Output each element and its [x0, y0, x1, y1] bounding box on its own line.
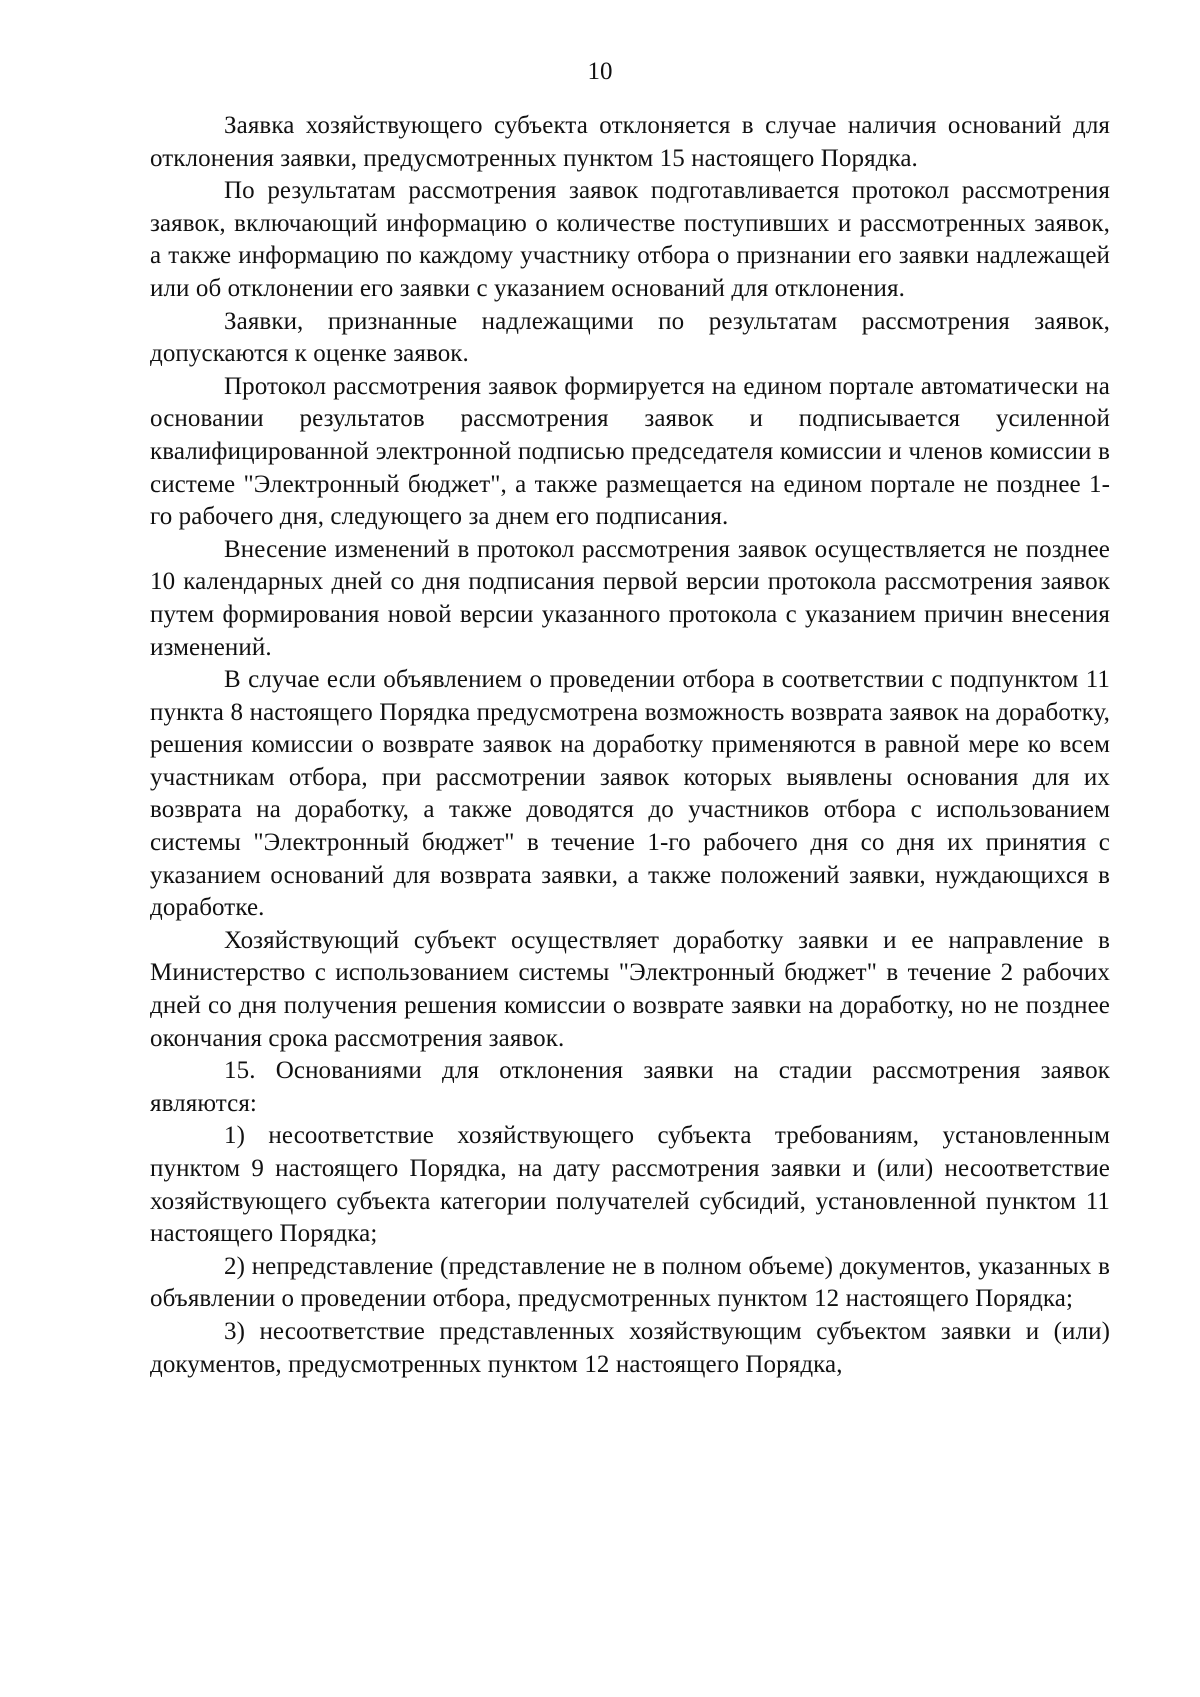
paragraph-ground-3: 3) несоответствие представленных хозяйствующим субъектом заявки и (или) документов, предусмотренных пунктом 12 настоящего Порядка, — [150, 1317, 1110, 1378]
paragraph-rejection: Заявка хозяйствующего субъекта отклоняется в случае наличия оснований для отклонения заявки, предусмотренных пунктом 15 настоящего Порядка. — [150, 112, 1110, 172]
paragraph-ground-1: 1) несоответствие хозяйствующего субъекта требованиям, установленным пунктом 9 настоящего Порядка, на дату рассмотрения заявки и (или) несоответствие хозяйствующего субъекта категории получателей субсидий, установленной пунктом 11 настоящего Порядка; — [150, 1122, 1110, 1248]
paragraph-admitted-applications: Заявки, признанные надлежащими по результатам рассмотрения заявок, допускаются к оценке заявок. — [150, 307, 1110, 368]
paragraph-revision-submission: Хозяйствующий субъект осуществляет доработку заявки и ее направление в Министерство с использованием системы "Электронный бюджет" в течение 2 рабочих дней со дня получения решения комиссии о возврате заявки на доработку, но не позднее окончания срока рассмотрения заявок. — [150, 926, 1110, 1052]
page-number: 10 — [587, 58, 613, 85]
paragraph-protocol-formation: Протокол рассмотрения заявок формируется на едином портале автоматически на основании результатов рассмотрения заявок и подписывается усиленной квалифицированной электронной подписью председателя комиссии и членов комиссии в системе "Электронный бюджет", а также размещается на едином портале не позднее 1-го рабочего дня, следующего за днем его подписания. — [150, 372, 1110, 531]
paragraph-ground-2: 2) непредставление (представление не в полном объеме) документов, указанных в объявлении о проведении отбора, предусмотренных пунктом 12 настоящего Порядка; — [150, 1252, 1110, 1313]
paragraph-return-for-revision: В случае если объявлением о проведении отбора в соответствии с подпунктом 11 пункта 8 настоящего Порядка предусмотрена возможность возврата заявок на доработку, решения комиссии о возврате заявок на доработку применяются в равной мере ко всем участникам отбора, при рассмотрении заявок которых выявлены основания для их возврата на доработку, а также доводятся до участников отбора с использованием системы "Электронный бюджет" в течение 1-го рабочего дня со дня их принятия с указанием оснований для возврата заявки, а также положений заявки, нуждающихся в доработке. — [150, 666, 1110, 922]
document-body — [150, 110, 1110, 1381]
paragraph-protocol-changes: Внесение изменений в протокол рассмотрения заявок осуществляется не позднее 10 календарных дней со дня подписания первой версии протокола рассмотрения заявок путем формирования новой версии указанного протокола с указанием причин внесения изменений. — [150, 535, 1110, 661]
paragraph-item-15-heading: 15. Основаниями для отклонения заявки на стадии рассмотрения заявок являются: — [150, 1057, 1110, 1117]
paragraph-review-protocol: По результатам рассмотрения заявок подготавливается протокол рассмотрения заявок, включающий информацию о количестве поступивших и рассмотренных заявок, а также информацию по каждому участнику отбора о признании его заявки надлежащей или об отклонении его заявки с указанием оснований для отклонения. — [150, 177, 1110, 302]
